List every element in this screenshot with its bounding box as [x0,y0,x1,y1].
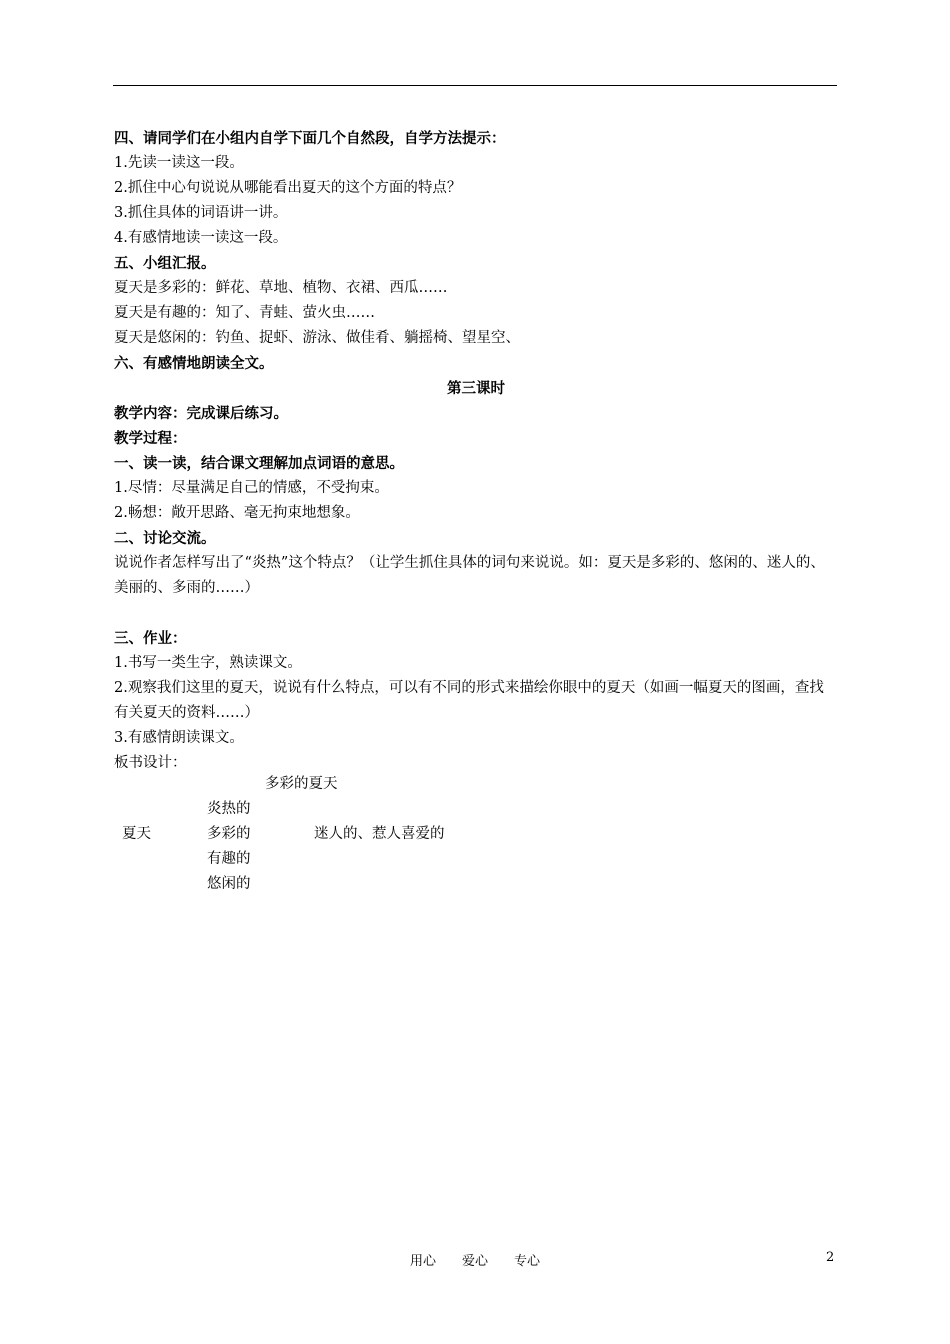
board-title: 多彩的夏天 [265,776,338,792]
board-item: 炎热的 [207,801,251,817]
footer-motto: 用心 爱心 专心 [409,1254,540,1269]
header-rule [113,85,837,86]
paragraph: 3.有感情朗读课文。 [114,730,244,746]
teaching-content: 教学内容：完成课后练习。 [114,405,288,422]
board-item: 悠闲的 [207,876,251,892]
section-heading-3: 三、作业： [114,630,187,647]
board-left-label: 夏天 [122,826,151,842]
board-right-label: 迷人的、惹人喜爱的 [314,826,445,842]
section-heading-5: 五、小组汇报。 [114,255,216,272]
section-heading-6: 六、有感情地朗读全文。 [114,355,274,372]
homework-paragraph: 2.观察我们这里的夏天，说说有什么特点，可以有不同的形式来描绘你眼中的夏天（如画一幅夏天的图画，查找有关夏天的资料……） [114,680,824,721]
section-heading-2: 二、讨论交流。 [114,530,216,547]
section-heading-4: 四、请同学们在小组内自学下面几个自然段，自学方法提示： [114,130,506,147]
paragraph: 1.尽情：尽量满足自己的情感，不受拘束。 [114,480,389,496]
board-design-label: 板书设计： [114,755,187,771]
paragraph: 2.畅想：敞开思路、毫无拘束地想象。 [114,505,360,521]
section-heading-1: 一、读一读，结合课文理解加点词语的意思。 [114,455,404,472]
paragraph: 2.抓住中心句说说从哪能看出夏天的这个方面的特点？ [114,180,462,196]
page-number: 2 [826,1250,835,1265]
blank-line [114,601,838,626]
document-body [114,126,838,776]
board-design [114,772,614,897]
paragraph: 1.书写一类生字，熟读课文。 [114,655,302,671]
paragraph: 4.有感情地读一读这一段。 [114,230,288,246]
paragraph: 夏天是有趣的：知了、青蛙、萤火虫…… [114,305,375,321]
lesson-title: 第三课时 [447,380,505,397]
discussion-paragraph: 说说作者怎样写出了“炎热”这个特点？（让学生抓住具体的词句来说说。如：夏天是多彩的、悠闲的、迷人的、美丽的、多雨的……） [114,555,825,596]
paragraph: 3.抓住具体的词语讲一讲。 [114,205,288,221]
board-item: 有趣的 [207,851,251,867]
paragraph: 夏天是多彩的：鲜花、草地、植物、衣裙、西瓜…… [114,280,448,296]
paragraph: 1.先读一读这一段。 [114,155,244,171]
board-item: 多彩的 [207,826,251,842]
paragraph: 夏天是悠闲的：钓鱼、捉虾、游泳、做佳肴、躺摇椅、望星空、 [114,330,520,346]
teaching-process-heading: 教学过程： [114,430,187,447]
